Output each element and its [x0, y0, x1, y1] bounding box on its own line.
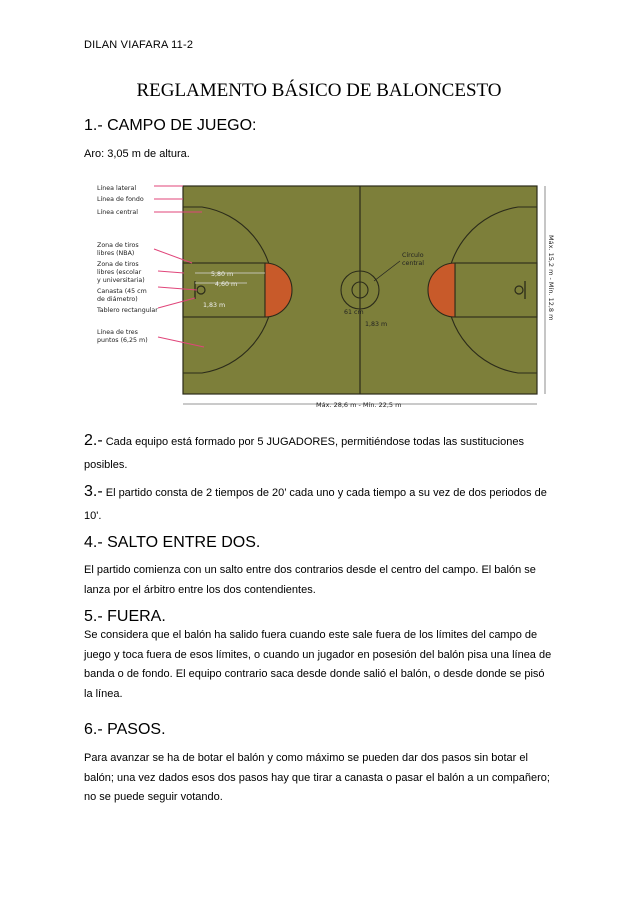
author-header: DILAN VIAFARA 11-2 [84, 39, 194, 51]
label-circulo-1: Círculo [402, 252, 424, 259]
label-580: 5,80 m [211, 271, 234, 278]
section-6-text: Para avanzar se ha de botar el balón y como máximo se pueden dar dos pasos sin botar el balón; una vez dados esos dos pasos hay que tirar a canasta o pasar el balón a un compañero; no se puede seguir votando. [84, 752, 550, 803]
label-460: 4,60 m [215, 281, 238, 288]
label-zona-esc-2: libres (escolar [97, 269, 142, 276]
section-4-heading: 4.- SALTO ENTRE DOS. [84, 534, 261, 551]
label-tres-2: puntos (6,25 m) [97, 337, 148, 344]
label-zona-esc-1: Zona de tiros [97, 261, 139, 268]
label-183b: 1,83 m [365, 321, 388, 328]
section-3-text: El partido consta de 2 tiempos de 20’ cada uno y cada tiempo a su vez de dos periodos de 10'. [84, 487, 547, 522]
section-5-text: Se considera que el balón ha salido fuera cuando este sale fuera de los límites del campo de juego y toca fuera de esos límites, o cuando un jugador en posesión del balón pisa una línea de banda o de fondo. El equipo contrario saca desde donde salió el balón, o desde donde se pisó la línea. [84, 629, 552, 700]
label-ancho: Máx. 15,2 m - Mín. 12,8 m [547, 235, 555, 321]
section-4-text: El partido comienza con un salto entre dos contrarios desde el centro del campo. El balón se lanza por el árbitro entre los dos contendientes. [84, 564, 536, 596]
section-1-text: Aro: 3,05 m de altura. [84, 148, 190, 160]
label-tablero: Tablero rectangular [97, 307, 158, 314]
label-canasta-2: de diámetro) [97, 296, 138, 303]
label-183a: 1,83 m [203, 302, 226, 309]
label-zona-esc-3: y universitaria) [97, 277, 145, 284]
section-2-heading: 2.- [84, 432, 103, 449]
label-canasta-1: Canasta (45 cm [97, 288, 147, 295]
section-1-heading: 1.- CAMPO DE JUEGO: [84, 117, 257, 134]
label-tres-1: Línea de tres [97, 329, 138, 336]
label-linea-central: Línea central [97, 209, 138, 216]
basketball-court-diagram [84, 177, 555, 413]
section-2-text: Cada equipo está formado por 5 JUGADORES, permitiéndose todas las sustituciones posibles. [84, 436, 524, 471]
label-linea-fondo: Línea de fondo [97, 196, 144, 203]
document-title: REGLAMENTO BÁSICO DE BALONCESTO [136, 80, 502, 101]
label-61cm: 61 cm [344, 309, 364, 316]
section-5-heading: 5.- FUERA. [84, 608, 166, 625]
section-6-heading: 6.- PASOS. [84, 721, 166, 738]
label-linea-lateral: Línea lateral [97, 185, 137, 192]
section-3 [84, 482, 554, 528]
section-2 [84, 431, 554, 477]
court-svg [84, 177, 555, 413]
label-zona-nba-1: Zona de tiros [97, 242, 139, 249]
section-3-heading: 3.- [84, 483, 103, 500]
label-largo: Máx. 28,6 m - Mín. 22,5 m [316, 401, 402, 409]
label-zona-nba-2: libres (NBA) [97, 250, 135, 257]
label-circulo-2: central [402, 260, 424, 267]
